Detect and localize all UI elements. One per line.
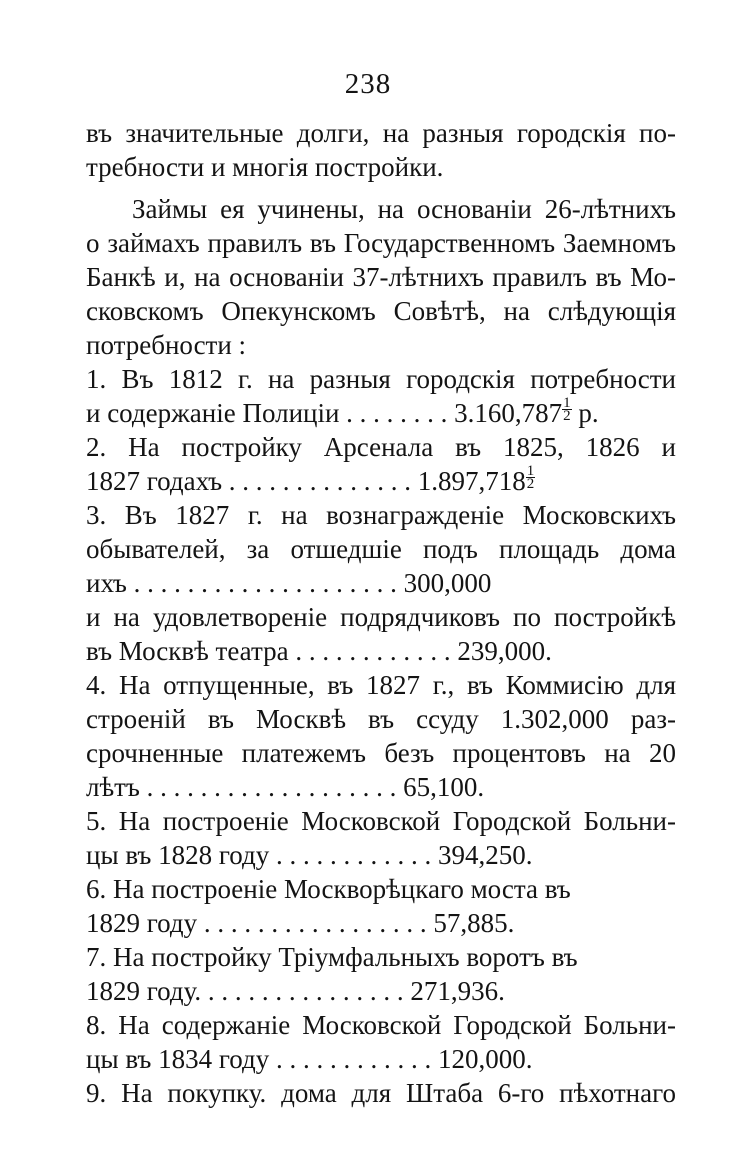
fraction-numerator: 1 (563, 395, 571, 411)
fraction-denominator: 2 (563, 408, 571, 424)
text-line: строеній въ Москвѣ въ ссуду 1.302,000 раз- (86, 704, 676, 734)
text-line: ихъ . . . . . . . . . . . . . . . . . . . . 300,000 (86, 568, 492, 598)
text-line: и на удовлетвореніе подрядчиковъ по постройкѣ (86, 602, 676, 632)
fraction-numerator: 1 (526, 463, 535, 479)
list-item-8: 8. На содержаніе Московской Городской Больни- (86, 1010, 676, 1040)
list-item-2-amount (86, 464, 676, 498)
text-segment: и содержаніе Полиціи . . . . . . . . 3.160,787 (86, 398, 563, 428)
fraction-denominator: 2 (526, 476, 535, 492)
text-line: потребности : (86, 330, 247, 360)
page-number: 238 (344, 68, 392, 100)
text-line: лѣтъ . . . . . . . . . . . . . . . . . . . 65,100. (86, 772, 485, 802)
text-line: въ значительные долги, на разныя городскія по- (86, 118, 676, 148)
list-item-9: 9. На покупку. дома для Штаба 6-го пѣхотнаго (86, 1078, 676, 1108)
text-line: о займахъ правилъ въ Государственномъ Заемномъ (86, 228, 676, 258)
text-line: 1829 году. . . . . . . . . . . . . . . . 271,936. (86, 976, 505, 1006)
fraction (526, 465, 536, 490)
list-item-7: 7. На постройку Тріумфальныхъ воротъ въ (86, 942, 578, 972)
list-item-4: 4. На отпущенные, въ 1827 г., въ Коммисію для (86, 670, 676, 700)
text-line: въ Москвѣ театра . . . . . . . . . . . . 239,000. (86, 636, 552, 666)
text-line: цы въ 1828 году . . . . . . . . . . . . 394,250. (86, 840, 533, 870)
list-item-6: 6. На построеніе Москворѣцкаго моста въ (86, 874, 571, 904)
list-item-1: 1. Въ 1812 г. на разныя городскія потребности (86, 364, 676, 394)
text-line: требности и многія постройки. (86, 152, 444, 182)
text-segment: р. (571, 398, 599, 428)
text-line: срочненные платежемъ безъ процентовъ на 20 (86, 738, 676, 768)
text-line: Займы ея учинены, на основаніи 26-лѣтнихъ (132, 194, 676, 224)
text-line: цы въ 1834 году . . . . . . . . . . . . 120,000. (86, 1044, 533, 1074)
fraction (562, 397, 572, 422)
list-item-2: 2. На постройку Арсенала въ 1825, 1826 и (86, 432, 676, 462)
text-line: обывателей, за отшедшіе подъ площадь дома (86, 534, 676, 564)
text-line: сковскомъ Опекунскомъ Совѣтѣ, на слѣдующія (86, 296, 676, 326)
list-item-1-amount (86, 396, 676, 430)
text-segment: 1827 годахъ . . . . . . . . . . . . . . 1.897,718 (86, 466, 526, 496)
list-item-3: 3. Въ 1827 г. на вознагражденіе Московскихъ (86, 500, 676, 530)
text-line: Банкѣ и, на основаніи 37-лѣтнихъ правилъ въ Мо- (86, 262, 676, 292)
text-line: 1829 году . . . . . . . . . . . . . . . . . 57,885. (86, 908, 515, 938)
list-item-5: 5. На построеніе Московской Городской Больни- (86, 806, 676, 836)
